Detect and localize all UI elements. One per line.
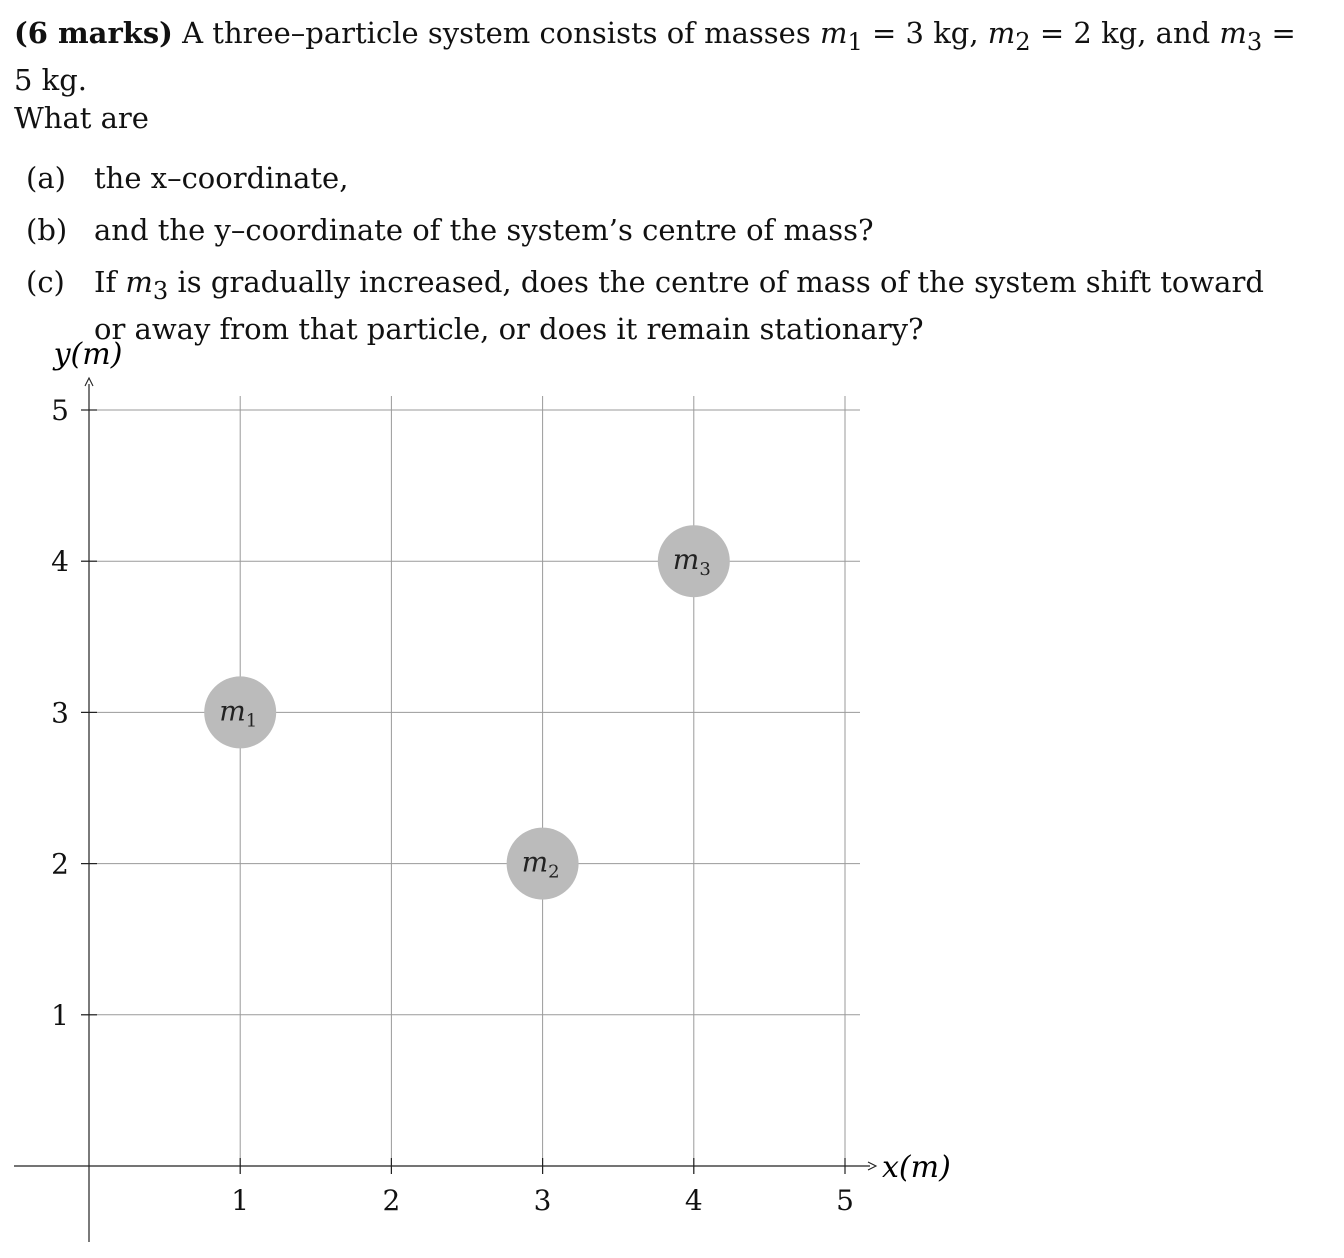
m1-symbol: m	[819, 16, 848, 50]
m3-subscript: 3	[1246, 27, 1263, 56]
y-tick-label-5: 5	[51, 394, 69, 427]
part-b-label: (b)	[26, 212, 68, 247]
part-c-text-b: is gradually increased, does the centre of mass of the system shift toward or away from that particle, or does it remain stationary?	[94, 264, 1264, 346]
intro-text-a: A three–particle system consists of masses	[172, 16, 820, 50]
x-tick-label-4: 4	[684, 1184, 703, 1217]
m3-value: = 5 kg.	[14, 16, 1296, 97]
question-parts	[14, 159, 1304, 348]
y-tick-label-3: 3	[51, 696, 69, 730]
question-intro	[14, 14, 1304, 137]
part-b-text: and the y–coordinate of the system’s centre of mass?	[94, 212, 874, 247]
part-a-text: the x–coordinate,	[94, 160, 349, 195]
m1-subscript: 1	[847, 27, 863, 56]
mass-point-m2	[507, 828, 579, 900]
grid-lines	[81, 396, 860, 1174]
part-c-subscript: 3	[152, 276, 169, 305]
part-a-label: (a)	[26, 160, 66, 195]
part-c-symbol: m	[125, 264, 153, 299]
y-tick-label-4: 4	[51, 545, 69, 579]
x-tick-label-1: 1	[231, 1184, 250, 1217]
x-tick-label-3: 3	[533, 1184, 552, 1217]
m2-subscript: 2	[1015, 27, 1031, 56]
mass-label-m3: $m_3$	[672, 543, 711, 581]
y-tick-label-1: 1	[51, 998, 69, 1032]
x-tick-label-2: 2	[382, 1184, 401, 1217]
axes	[14, 378, 876, 1242]
marks-label: (6 marks)	[14, 16, 173, 50]
mass-position-graph	[0, 330, 1000, 1258]
tick-labels	[51, 394, 854, 1217]
mass-label-m1: $m_1$	[219, 694, 258, 732]
part-c-text-a: If	[94, 264, 126, 299]
mass-label-m2: $m_2$	[521, 845, 560, 883]
y-tick-label-2: 2	[51, 847, 69, 881]
y-axis-label: y(m)	[53, 337, 123, 372]
mass-point-m1	[204, 676, 276, 748]
part-b	[14, 211, 1304, 249]
m2-value: = 2 kg, and	[1030, 16, 1220, 50]
part-c-label: (c)	[26, 264, 65, 299]
x-tick-label-5: 5	[836, 1184, 854, 1217]
mass-point-m3	[658, 525, 730, 597]
m2-symbol: m	[987, 16, 1016, 50]
part-a	[14, 159, 1304, 197]
question-block	[14, 14, 1304, 362]
m1-value: = 3 kg,	[862, 16, 988, 50]
x-axis-label: x(m)	[882, 1150, 951, 1185]
intro-text-b: What are	[14, 100, 149, 135]
m3-symbol: m	[1219, 16, 1247, 50]
